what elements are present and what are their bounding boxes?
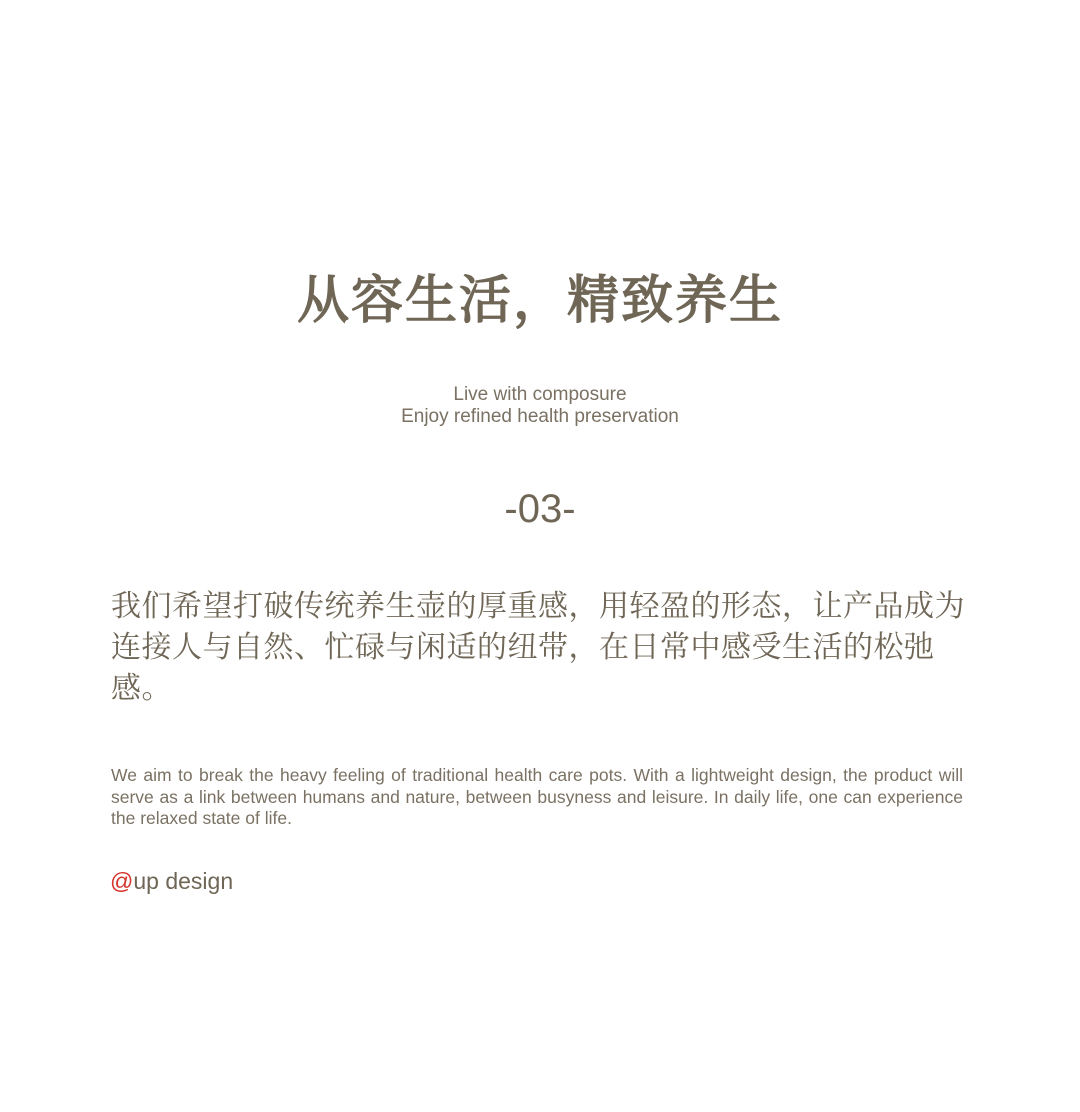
section-number: -03- <box>504 487 576 531</box>
page-title: 从容生活，精致养生 <box>296 271 783 331</box>
at-symbol: @ <box>110 868 134 894</box>
designer-credit <box>110 866 233 896</box>
designer-name: up design <box>133 868 234 894</box>
body-text-english: We aim to break the heavy feeling of traditional health care pots. With a lightweight design, the product will serve as a link between humans and nature, between busyness and leisure. In daily life, one can experience the relaxed state of life. <box>111 765 963 828</box>
subtitle <box>0 384 1080 428</box>
subtitle-line-2: Enjoy refined health preservation <box>401 406 679 427</box>
subtitle-line-1: Live with composure <box>453 384 627 405</box>
body-text-chinese: 我们希望打破传统养生壶的厚重感，用轻盈的形态，让产品成为连接人与自然、忙碌与闲适的纽带，在日常中感受生活的松弛感。 <box>111 589 965 706</box>
